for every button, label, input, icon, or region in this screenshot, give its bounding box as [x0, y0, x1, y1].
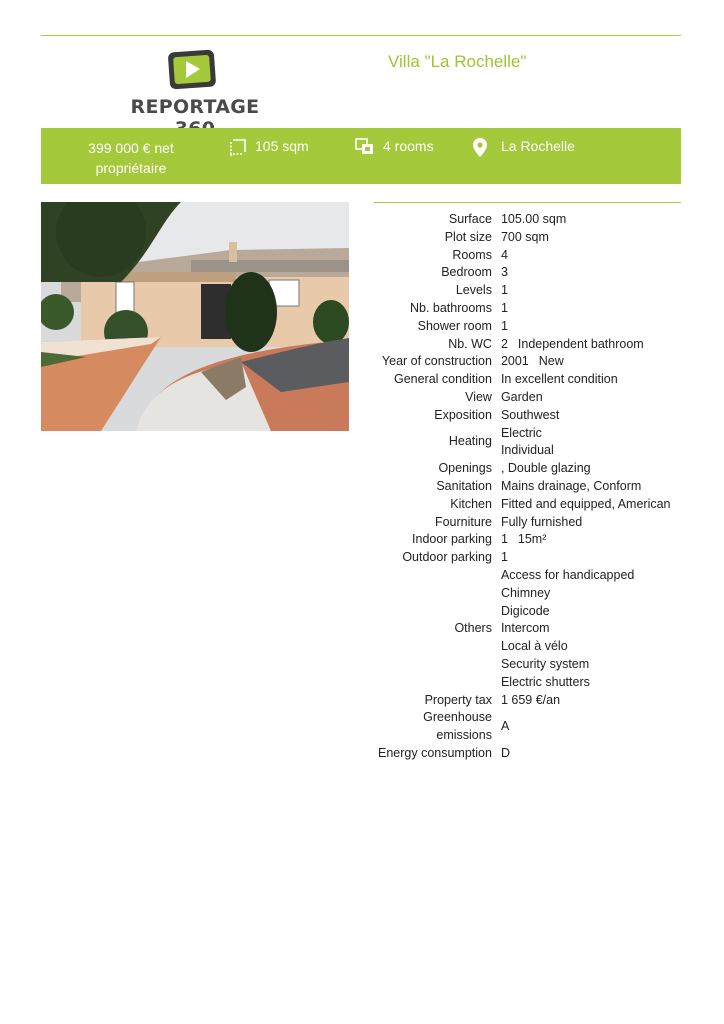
spec-value: Local à vélo [500, 639, 568, 654]
spec-value: Fully furnished [500, 514, 583, 529]
spec-value: 1 [500, 283, 508, 298]
spec-row-energy [378, 745, 671, 763]
spec-row-condition [378, 371, 671, 389]
spec-value: Access for handicapped [500, 567, 635, 582]
spec-value: Intercom [500, 621, 550, 636]
location-label: La Rochelle [501, 138, 575, 154]
surface-label: 105 sqm [255, 138, 309, 154]
spec-value: Electric [500, 425, 542, 440]
spec-row-kitchen [378, 496, 671, 514]
summary-banner [41, 128, 681, 184]
spec-label: Shower room [417, 318, 492, 333]
location-pin-icon [473, 138, 487, 157]
rooms-icon [355, 138, 375, 156]
spec-label: Openings [438, 461, 492, 476]
rooms-summary [355, 138, 434, 156]
spec-label: Nb. WC [448, 336, 492, 351]
spec-row-openings [378, 460, 671, 478]
spec-value: Chimney [500, 585, 551, 600]
spec-value: 2001 [500, 354, 529, 369]
surface-summary [229, 138, 309, 156]
spec-row-levels [378, 282, 671, 300]
spec-value: 3 [500, 265, 508, 280]
location-summary [473, 138, 575, 157]
spec-label: Fourniture [434, 514, 492, 529]
spec-row-plot [378, 229, 671, 247]
spec-label: Surface [448, 212, 492, 226]
spec-label: Levels [455, 283, 492, 298]
spec-value: In excellent condition [500, 372, 618, 387]
spec-value: Mains drainage, Conform [500, 478, 642, 493]
spec-label: Property tax [424, 692, 492, 707]
price-amount: 399 000 € net [88, 140, 174, 156]
spec-row-ghg [378, 709, 671, 745]
spec-value: 700 sqm [500, 229, 549, 244]
logo-text: REPORTAGE [130, 96, 260, 118]
spec-extra: 15m² [517, 532, 547, 547]
spec-value: Digicode [500, 603, 550, 618]
spec-label: Energy consumption [378, 745, 492, 760]
top-divider [41, 35, 681, 36]
surface-icon [229, 138, 247, 156]
spec-row-sanitation [378, 478, 671, 496]
spec-value: Individual [500, 443, 554, 458]
specs-divider [374, 202, 681, 203]
spec-row-wc [378, 336, 671, 354]
spec-value: Garden [500, 389, 543, 404]
spec-row-tax [378, 692, 671, 710]
spec-value: Fitted and equipped, American [500, 496, 671, 511]
spec-extra: New [538, 354, 564, 369]
spec-value: 1 [500, 550, 508, 565]
spec-extra: Independent bathroom [517, 336, 644, 351]
spec-value: Electric shutters [500, 674, 590, 689]
page-title: Villa "La Rochelle" [388, 52, 527, 71]
spec-label: Greenhouse [423, 710, 492, 725]
spec-value: 1 [500, 318, 508, 333]
spec-value: , Double glazing [500, 461, 591, 476]
spec-row-indoor-parking [378, 531, 671, 549]
spec-value: 1 [500, 532, 508, 547]
spec-label: View [465, 389, 492, 404]
spec-row-rooms [378, 247, 671, 265]
logo [120, 46, 270, 120]
spec-row-others [378, 567, 671, 692]
spec-label: Indoor parking [412, 532, 492, 547]
spec-row-surface [378, 211, 671, 229]
spec-value: D [500, 745, 510, 760]
spec-row-year [378, 353, 671, 371]
spec-row-bedroom [378, 264, 671, 282]
spec-label: Nb. bathrooms [409, 300, 492, 315]
spec-value: 2 [500, 336, 508, 351]
spec-row-outdoor-parking [378, 549, 671, 567]
spec-row-furniture [378, 514, 671, 532]
spec-label: Others [454, 621, 492, 636]
spec-row-heating [378, 425, 671, 461]
spec-label: Heating [448, 434, 492, 449]
spec-row-bathrooms [378, 300, 671, 318]
spec-label: Outdoor parking [402, 550, 492, 565]
spec-value: 105.00 sqm [500, 212, 567, 226]
spec-value: 1 659 €/an [500, 692, 561, 707]
spec-label: Sanitation [436, 478, 492, 493]
price [85, 138, 177, 178]
specs-table [378, 211, 671, 763]
spec-label: Kitchen [450, 496, 492, 511]
spec-value: Southwest [500, 407, 560, 422]
spec-label: Rooms [452, 247, 492, 262]
spec-label: Exposition [434, 407, 492, 422]
spec-value: A [500, 719, 510, 734]
spec-label: Bedroom [441, 265, 492, 280]
spec-row-view [378, 389, 671, 407]
spec-value: 1 [500, 300, 508, 315]
spec-row-shower [378, 318, 671, 336]
spec-row-exposition [378, 407, 671, 425]
tv-play-logo-icon [165, 48, 219, 92]
spec-label: Plot size [444, 229, 492, 244]
spec-value: Security system [500, 656, 590, 671]
property-photo [41, 202, 349, 431]
price-note: propriétaire [95, 160, 167, 176]
rooms-label: 4 rooms [383, 138, 434, 154]
spec-label: General condition [393, 372, 492, 387]
spec-label: emissions [436, 728, 492, 743]
spec-label: Year of construction [381, 354, 492, 369]
spec-value: 4 [500, 247, 508, 262]
